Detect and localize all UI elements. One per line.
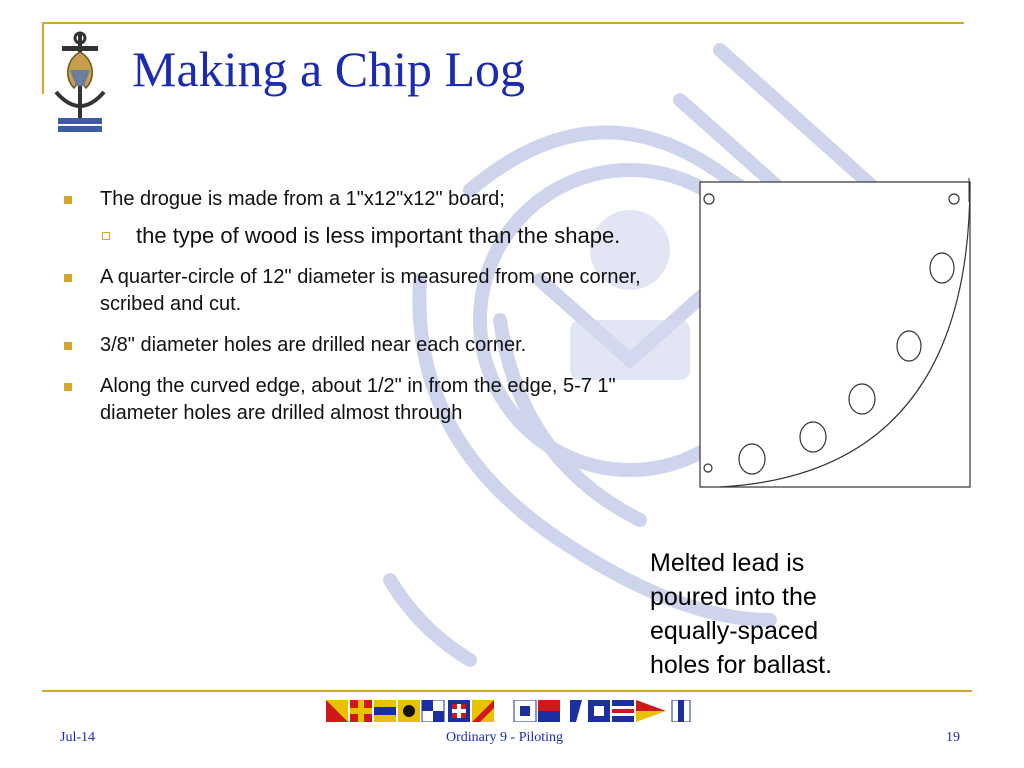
list-item	[62, 186, 690, 213]
list-item	[62, 221, 690, 250]
hollow-square-bullet-icon	[102, 232, 110, 240]
bullet-text: Along the curved edge, about 1/2" in from the edge, 5-7 1" diameter holes are drilled almost through	[100, 375, 616, 424]
bullet-list	[62, 186, 690, 441]
sea-scout-emblem-icon	[44, 30, 116, 138]
list-item	[62, 373, 690, 427]
signal-flags-icon	[326, 700, 692, 722]
footer-rule	[42, 690, 972, 692]
caption: Melted lead is poured into the equally-spaced holes for ballast.	[650, 549, 833, 679]
sub-bullet-text: the type of wood is less important than the shape.	[136, 223, 621, 248]
square-bullet-icon	[64, 196, 72, 204]
list-item	[62, 264, 690, 318]
square-bullet-icon	[64, 383, 72, 391]
bullet-text: 3/8" diameter holes are drilled near each corner.	[100, 334, 527, 356]
top-rule	[42, 22, 964, 24]
slide-number: 19	[946, 730, 960, 745]
bullet-text: A quarter-circle of 12" diameter is measured from one corner, scribed and cut.	[100, 266, 641, 315]
bullet-text: The drogue is made from a 1"x12"x12" board;	[100, 188, 505, 210]
chip-log-diagram	[690, 178, 975, 493]
square-bullet-icon	[64, 342, 72, 350]
footer-date: Jul-14	[60, 730, 95, 745]
square-bullet-icon	[64, 274, 72, 282]
list-item	[62, 332, 690, 359]
page-title: Making a Chip Log	[132, 41, 526, 97]
footer-title: Ordinary 9 - Piloting	[446, 730, 564, 745]
